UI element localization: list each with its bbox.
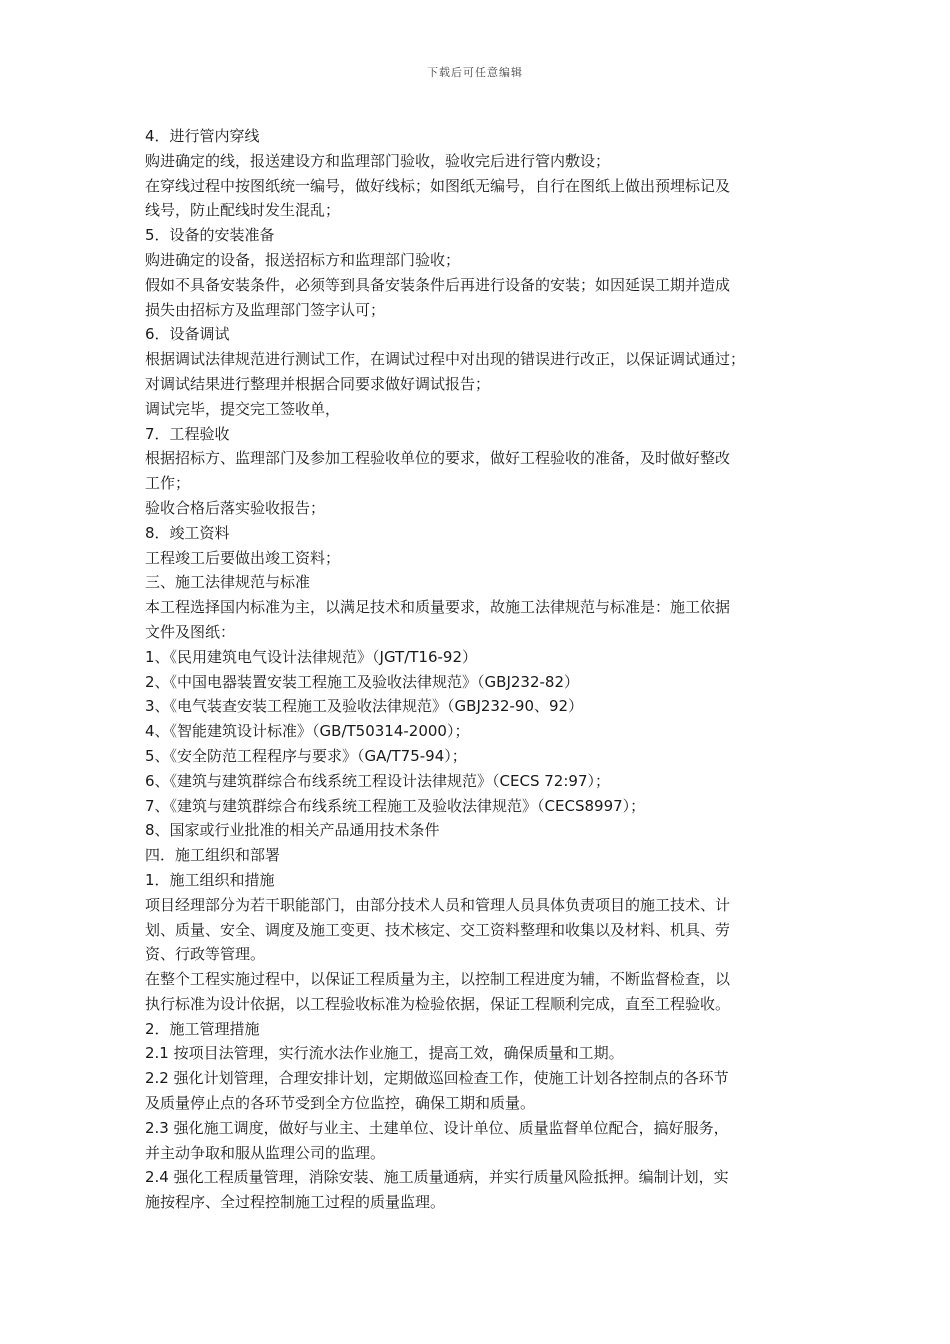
text-line: 4、《智能建筑设计标准》（GB/T50314-2000）； [145,722,470,741]
text-line: 5．设备的安装准备 [145,226,275,245]
text-line: 根据招标方、监理部门及参加工程验收单位的要求，做好工程验收的准备，及时做好整改 [145,449,731,468]
text-line: 资、行政等管理。 [145,945,266,964]
text-line: 6、《建筑与建筑群综合布线系统工程设计法律规范》（CECS 72:97）； [145,771,610,790]
text-line: 购进确定的设备，报送招标方和监理部门验收； [145,250,461,269]
text-line: 项目经理部分为若干职能部门，由部分技术人员和管理人员具体负责项目的施工技术、计 [145,895,731,914]
page-header: 下载后可任意编辑 [427,66,523,79]
text-line: 调试完毕，提交完工签收单， [145,399,341,418]
text-line: 8、国家或行业批准的相关产品通用技术条件 [145,821,440,840]
text-line: 本工程选择国内标准为主，以满足技术和质量要求，故施工法律规范与标准是：施工依据 [145,598,731,617]
document-body [145,124,810,1215]
text-line: 6．设备调试 [145,325,230,344]
text-line: 2.4 强化工程质量管理，消除安装、施工质量通病，并实行质量风险抵押。编制计划，实 [145,1168,729,1187]
text-line: 7．工程验收 [145,424,230,443]
text-line: 8．竣工资料 [145,523,230,542]
text-line: 工程竣工后要做出竣工资料； [145,548,341,567]
text-line: 及质量停止点的各环节受到全方位监控，确保工期和质量。 [145,1094,536,1113]
text-line: 在整个工程实施过程中，以保证工程质量为主，以控制工程进度为辅，不断监督检查，以 [145,970,731,989]
text-line: 购进确定的线，报送建设方和监理部门验收，验收完后进行管内敷设； [145,151,611,170]
text-line: 3、《电气装查安装工程施工及验收法律规范》（GBJ232-90、92） [145,697,584,716]
text-line: 对调试结果进行整理并根据合同要求做好调试报告； [145,374,491,393]
text-line: 四．施工组织和部署 [145,846,281,865]
text-line: 假如不具备安装条件，必须等到具备安装条件后再进行设备的安装；如因延误工期并造成 [145,275,731,294]
text-line: 2、《中国电器装置安装工程施工及验收法律规范》（GBJ232-82） [145,672,580,691]
text-line: 并主动争取和服从监理公司的监理。 [145,1143,386,1162]
text-line: 4．进行管内穿线 [145,127,260,145]
text-line: 2．施工管理措施 [145,1019,260,1038]
text-line: 1、《民用建筑电气设计法律规范》（JGT/T16-92） [145,647,478,666]
text-line: 施按程序、全过程控制施工过程的质量监理。 [145,1193,446,1212]
text-line: 根据调试法律规范进行测试工作，在调试过程中对出现的错误进行改正，以保证调试通过； [145,350,746,369]
text-line: 2.1 按项目法管理，实行流水法作业施工，提高工效，确保质量和工期。 [145,1044,624,1063]
text-line: 执行标准为设计依据，以工程验收标准为检验依据，保证工程顺利完成，直至工程验收。 [145,994,731,1013]
text-line: 7、《建筑与建筑群综合布线系统工程施工及验收法律规范》（CECS8997）； [145,796,646,815]
text-line: 文件及图纸： [145,622,236,641]
text-line: 在穿线过程中按图纸统一编号，做好线标；如图纸无编号，自行在图纸上做出预埋标记及 [145,176,731,195]
text-line: 损失由招标方及监理部门签字认可； [145,300,386,319]
text-line: 线号，防止配线时发生混乱； [145,201,341,220]
text-line: 5、《安全防范工程程序与要求》（GA/T75-94）； [145,746,467,765]
text-line: 三、施工法律规范与标准 [145,573,311,592]
text-line: 划、质量、安全、调度及施工变更、技术核定、交工资料整理和收集以及材料、机具、劳 [145,920,731,939]
text-line: 1．施工组织和措施 [145,870,275,889]
text-line: 2.2 强化计划管理，合理安排计划，定期做巡回检查工作，使施工计划各控制点的各环节 [145,1069,729,1088]
text-line: 工作； [145,474,191,493]
text-line: 2.3 强化施工调度，做好与业主、土建单位、设计单位、质量监督单位配合，搞好服务， [145,1118,729,1137]
text-line: 验收合格后落实验收报告； [145,498,326,517]
